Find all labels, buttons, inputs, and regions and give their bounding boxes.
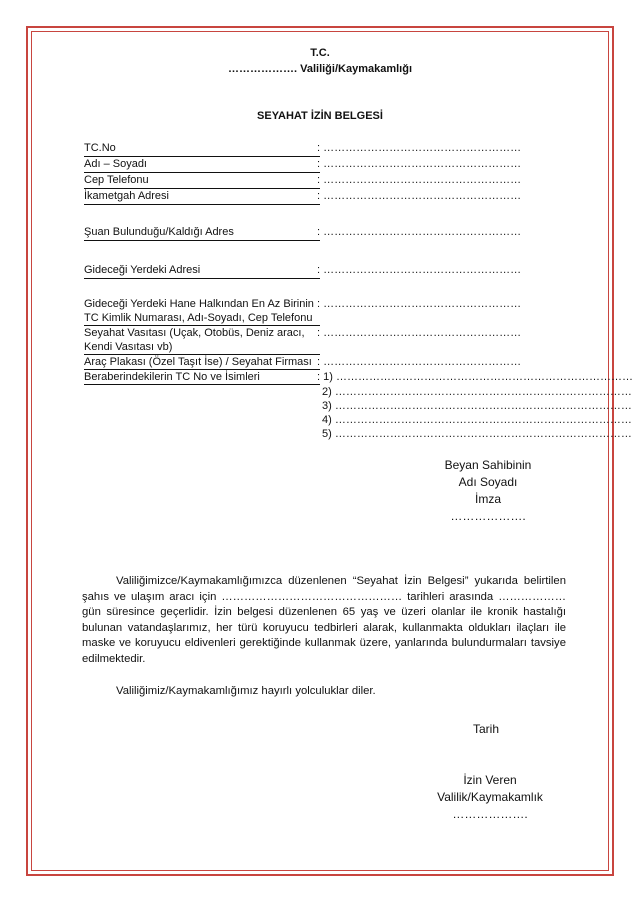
body-text [82,574,566,668]
issuer-authority: Valilik/Kaymakamlık [437,790,543,804]
field-underline [84,278,320,279]
field-value[interactable]: : ……………………………………………… [317,158,522,170]
declarant-signature-label: İmza [474,492,501,506]
field-underline [84,172,320,173]
companion-line-2[interactable]: 2) ……………………………………………………………………… [322,386,632,398]
field-value[interactable]: : 1) ……………………………………………………………………… [317,371,633,383]
field-underline [84,354,320,355]
issuer-title: İzin Veren [463,773,517,787]
date-label: Tarih [473,722,500,736]
field-label: İkametgah Adresi [84,190,169,202]
field-value[interactable]: : ……………………………………………… [317,190,522,202]
field-label-line1: Seyahat Vasıtası (Uçak, Otobüs, Deniz aracı, [84,327,305,339]
declarant-name-label: Adı Soyadı [458,475,518,489]
field-value[interactable]: : ……………………………………………… [317,264,522,276]
page-border-inner [31,31,609,871]
field-underline [84,240,320,241]
field-label: Beraberindekilerin TC No ve İsimleri [84,371,260,383]
field-label-line2: TC Kimlik Numarası, Adı-Soyadı, Cep Telefonu [84,312,313,324]
field-underline [84,325,320,326]
field-value[interactable]: : ……………………………………………… [317,174,522,186]
field-label: Cep Telefonu [84,174,149,186]
declarant-signature-line[interactable]: ………………. [450,509,526,523]
field-value[interactable]: : ……………………………………………… [317,356,522,368]
field-value[interactable]: : ……………………………………………… [317,226,522,238]
declarant-title: Beyan Sahibinin [444,458,532,472]
closing-paragraph: Valiliğimiz/Kaymakamlığımız hayırlı yolculuklar diler. [116,685,376,697]
field-label: Şuan Bulunduğu/Kaldığı Adres [84,226,234,238]
closing-text [82,684,566,700]
header-authority: ………………. Valiliği/Kaymakamlığı [228,63,412,75]
field-value[interactable]: : ……………………………………………… [317,327,522,339]
issuer-signature-line[interactable]: ………………. [452,807,528,821]
field-label-line2: Kendi Vasıtası vb) [84,341,173,353]
field-underline [84,204,320,205]
companion-line-3[interactable]: 3) ……………………………………………………………………… [322,400,632,412]
field-underline [84,384,320,385]
field-label: Adı – Soyadı [84,158,147,170]
field-label: Gideceği Yerdeki Adresi [84,264,201,276]
field-underline [84,156,320,157]
field-label: Araç Plakası (Özel Taşıt İse) / Seyahat Firması [84,356,312,368]
field-label: TC.No [84,142,116,154]
companion-line-5[interactable]: 5) ……………………………………………………………………… [322,428,632,440]
field-value[interactable]: : ……………………………………………… [317,142,522,154]
companion-line-4[interactable]: 4) ……………………………………………………………………… [322,414,632,426]
validity-paragraph: Valiliğimizce/Kaymakamlığımızca düzenlenen “Seyahat İzin Belgesi” yukarıda belirtilen şahıs ve ulaşım aracı için ………………………………………… tarihleri arasında ……………… gün süresince geçerlidir. İzin belgesi düzenlenen 65 yaş ve üzeri olanlar ile kronik hastalığı bulunan vatandaşlarımız, her türü koruyucu tedbirleri alarak, kullanmakta oldukları ilaçları ile maske ve koruyucu eldivenleri gerektiğinde kullanmak üzere, yanlarında bulundurmaları tavsiye edilmektedir. [82,575,566,665]
field-label-line1: Gideceği Yerdeki Hane Halkından En Az Birinin [84,298,314,310]
field-underline [84,188,320,189]
field-value[interactable]: : ……………………………………………… [317,298,522,310]
header-country: T.C. [310,47,330,59]
field-underline [84,369,320,370]
document-title: SEYAHAT İZİN BELGESİ [257,110,383,122]
